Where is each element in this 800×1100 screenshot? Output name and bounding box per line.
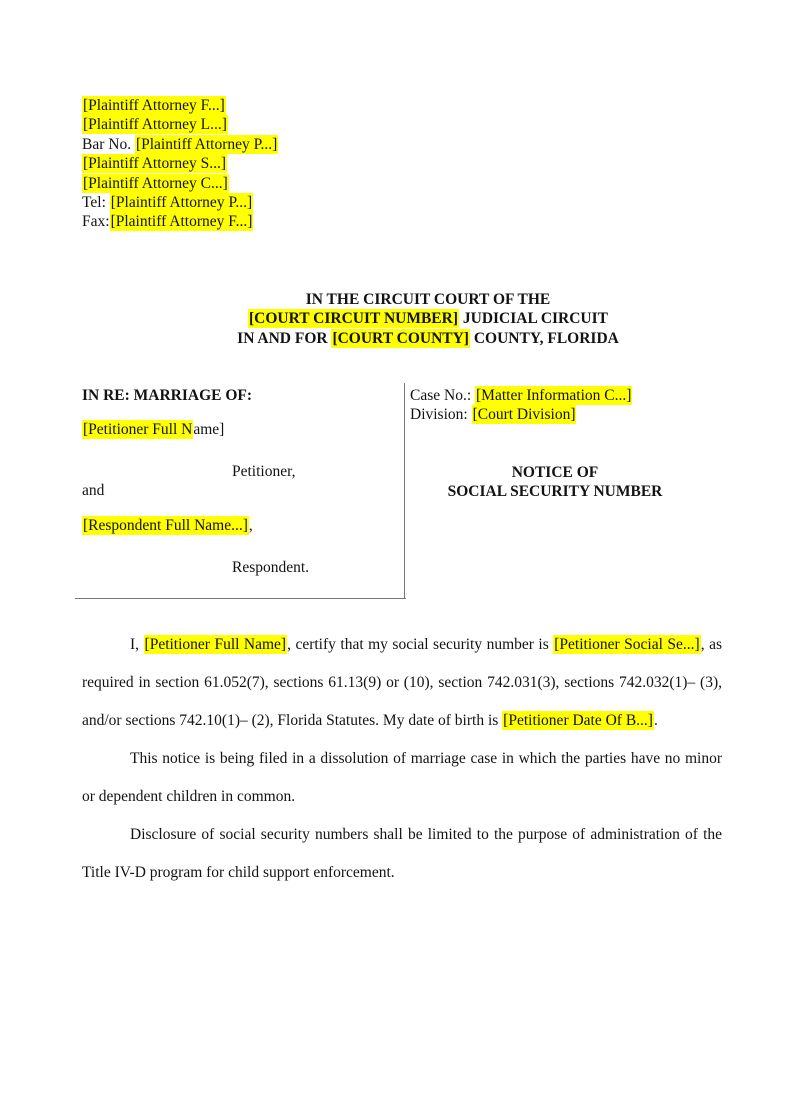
document-title-line-1: NOTICE OF xyxy=(511,464,599,481)
merge-field-highlight[interactable]: [COURT CIRCUIT NUMBER] xyxy=(248,310,458,328)
attorney-line-first-name xyxy=(82,96,278,115)
text-run: Disclosure of social security numbers shall be limited to the purpose of administration of the Title IV-D program for child support enforcement. xyxy=(82,826,722,881)
text-run: , certify that my social security number is xyxy=(287,636,554,653)
text-run: Fax: xyxy=(82,213,110,231)
division-line xyxy=(410,405,576,424)
petitioner-designation: Petitioner, xyxy=(232,463,296,480)
text-run: . xyxy=(653,712,658,729)
document-title-line-2: SOCIAL SECURITY NUMBER xyxy=(447,483,663,501)
attorney-line-telephone xyxy=(82,193,278,212)
merge-field-highlight[interactable]: [Respondent Full Name...] xyxy=(83,517,248,534)
merge-field-highlight[interactable]: [Matter Information C...] xyxy=(476,387,632,404)
merge-field-highlight[interactable]: [Plaintiff Attorney P...] xyxy=(135,135,278,153)
court-header-line-2 xyxy=(56,309,800,328)
text-run: IN THE CIRCUIT COURT OF THE xyxy=(305,291,551,308)
merge-field-highlight[interactable]: [Petitioner Full N xyxy=(83,421,193,438)
attorney-address-block xyxy=(82,96,278,232)
attorney-line-city xyxy=(82,174,278,193)
merge-field-highlight[interactable]: [Plaintiff Attorney F...] xyxy=(110,213,253,231)
caption-vertical-divider xyxy=(404,383,405,599)
text-run: JUDICIAL CIRCUIT xyxy=(459,310,608,328)
case-number-line xyxy=(410,386,632,405)
court-header-line-1 xyxy=(56,290,800,309)
text-run: Division: xyxy=(410,406,472,423)
text-run: I, xyxy=(130,636,144,653)
text-run: ame] xyxy=(193,421,225,438)
respondent-designation: Respondent. xyxy=(232,559,310,576)
caption-bottom-rule xyxy=(75,598,406,599)
text-run: , xyxy=(248,517,253,534)
merge-field-highlight[interactable]: [Court Division] xyxy=(472,406,576,423)
text-run: COUNTY, FLORIDA xyxy=(469,329,619,347)
merge-field-highlight[interactable]: [COURT COUNTY] xyxy=(332,329,469,347)
document-body xyxy=(82,626,722,892)
text-run: IN AND FOR xyxy=(237,329,332,347)
merge-field-highlight[interactable]: [Plaintiff Attorney S...] xyxy=(83,155,227,173)
merge-field-highlight[interactable]: [Plaintiff Attorney C...] xyxy=(83,174,228,192)
attorney-line-last-name xyxy=(82,115,278,134)
attorney-line-fax xyxy=(82,212,278,231)
text-run: Bar No. xyxy=(82,135,135,153)
court-header xyxy=(56,290,800,348)
document-title xyxy=(410,463,700,502)
text-run: , as required in section 61.052(7), sections 61.13(9) or (10), section 742.031(3), sections 742.032(1)– (3), and/or sections 742.10(1)– (2), Florida Statutes. My date of birth is xyxy=(82,636,722,729)
merge-field-highlight[interactable]: [Plaintiff Attorney L...] xyxy=(83,116,227,134)
body-paragraph-disclosure xyxy=(82,816,722,892)
petitioner-name-line xyxy=(82,420,224,439)
body-paragraph-certification xyxy=(82,626,722,740)
attorney-line-street xyxy=(82,154,278,173)
text-run: Tel: xyxy=(82,194,110,212)
merge-field-highlight[interactable]: [Plaintiff Attorney F...] xyxy=(83,97,225,114)
attorney-line-bar-number xyxy=(82,135,278,154)
caption-in-re-heading: IN RE: MARRIAGE OF: xyxy=(82,387,253,404)
body-paragraph-no-children xyxy=(82,740,722,816)
merge-field-highlight[interactable]: [Petitioner Date Of B...] xyxy=(503,712,653,729)
text-run: Case No.: xyxy=(410,387,476,404)
and-connector: and xyxy=(82,482,105,499)
merge-field-highlight[interactable]: [Petitioner Social Se...] xyxy=(554,636,700,653)
text-run: This notice is being filed in a dissolution of marriage case in which the parties have no minor or dependent children in common. xyxy=(82,750,722,805)
merge-field-highlight[interactable]: [Petitioner Full Name] xyxy=(144,636,287,653)
respondent-name-line xyxy=(82,516,253,535)
court-header-line-3 xyxy=(56,329,800,348)
merge-field-highlight[interactable]: [Plaintiff Attorney P...] xyxy=(110,194,253,212)
